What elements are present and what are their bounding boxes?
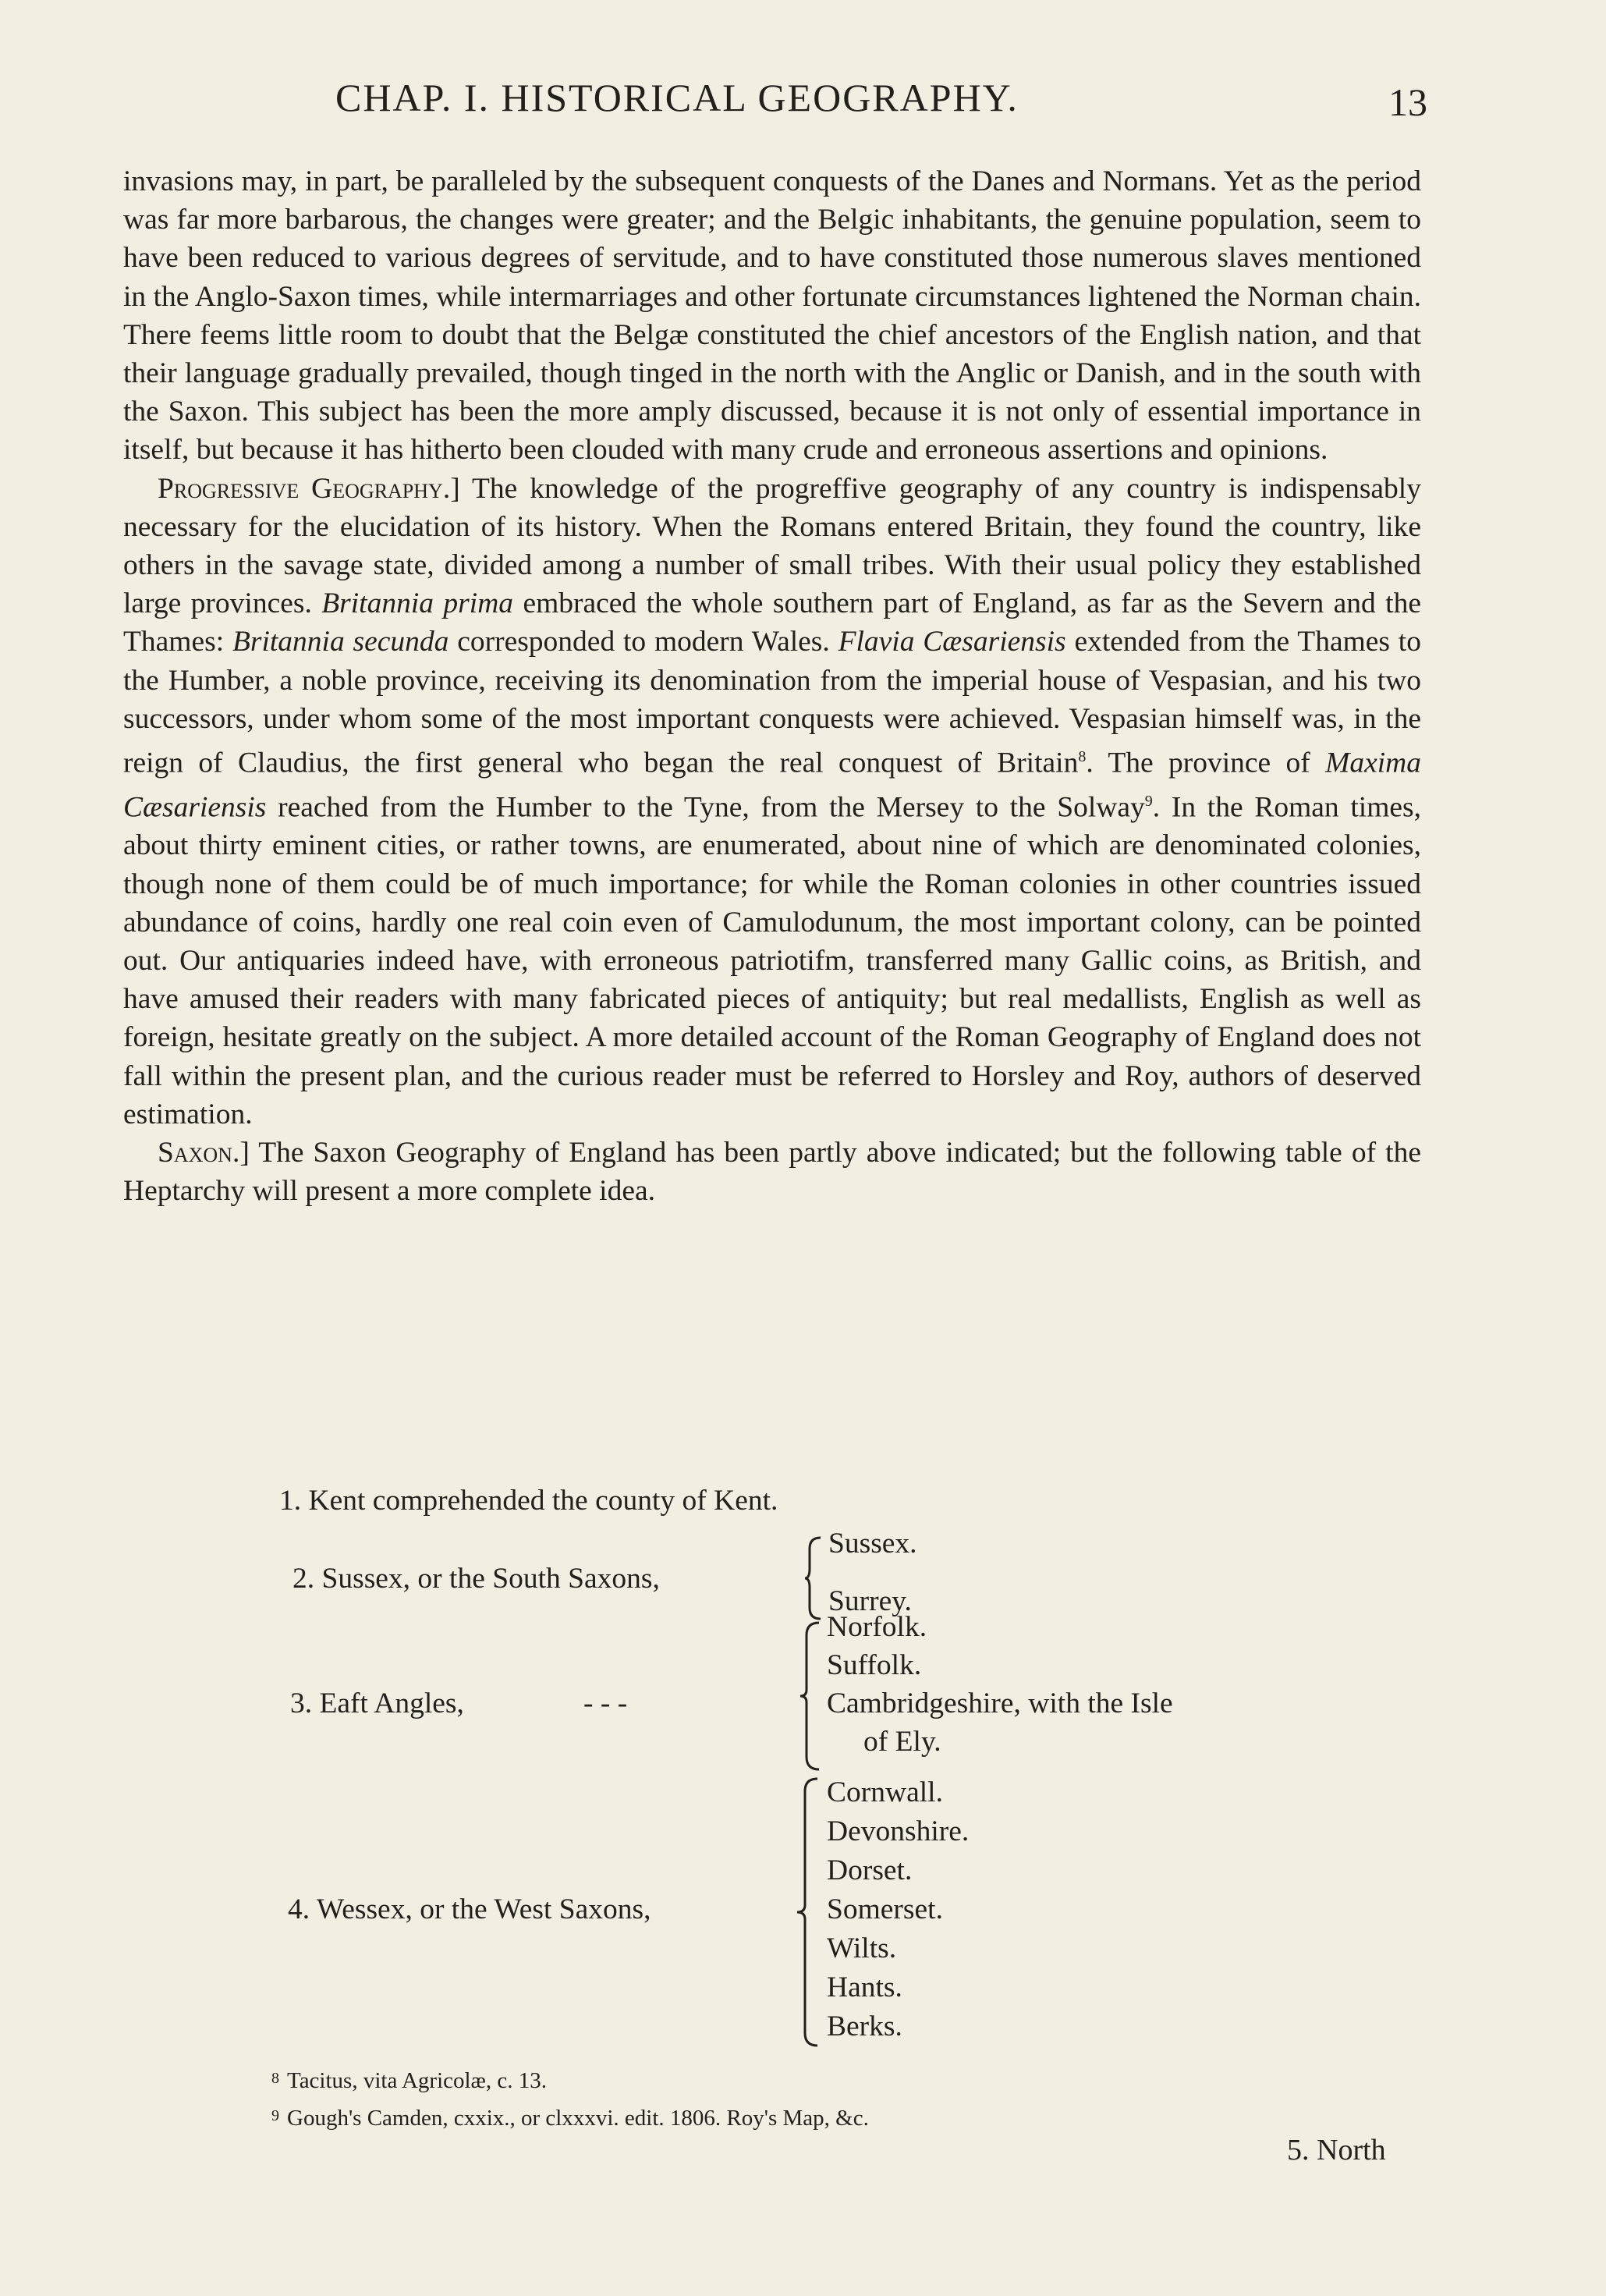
text-run: The knowledge of the progreffive geography of any country is indispensably necessary for the elucidation of its history. When the Romans entered Britain, they found the country, like others in the savage state, divided among a number of small tribes. With their usual policy they established large provinces. — [123, 472, 1421, 620]
body-text — [123, 162, 1421, 1210]
paragraph-saxon — [123, 1134, 1421, 1210]
text-run: extended from the Thames to the Humber, a noble province, receiving its denomination from the imperial house of Vespasian, and his two successors, under whom some of the most important conquests were achieved. Vespasian himself was, in the reign of Claudius, the first general who began the real conquest of Britain — [123, 626, 1421, 779]
county-dorset: Dorset. — [827, 1854, 913, 1886]
heptarchy-item-wessex: 4. Wessex, or the West Saxons, — [288, 1893, 651, 1925]
running-head: CHAP. I. HISTORICAL GEOGRAPHY. — [335, 76, 1019, 119]
italic-flavia-caesariensis: Flavia Cæsariensis — [838, 626, 1066, 658]
paragraph-progressive-geography — [123, 470, 1421, 1134]
county-sussex: Sussex. — [828, 1528, 917, 1560]
footnote-ref-8[interactable]: 8 — [1078, 748, 1087, 766]
county-norfolk: Norfolk. — [827, 1611, 927, 1643]
county-cornwall: Cornwall. — [827, 1776, 943, 1808]
text-run: reached from the Humber to the Tyne, from the Mersey to the Solway — [266, 791, 1145, 824]
footnote-ref-9[interactable]: 9 — [1144, 792, 1153, 810]
text-run: embraced the whole southern part of England, as far as the Severn and the Thames: — [123, 587, 1421, 658]
county-berks: Berks. — [827, 2010, 902, 2042]
catchword: 5. North — [1287, 2134, 1386, 2166]
county-surrey: Surrey. — [828, 1585, 912, 1617]
county-wilts: Wilts. — [827, 1932, 897, 1964]
italic-britannia-prima: Britannia prima — [321, 587, 514, 620]
footnote-mark: 8 — [271, 2070, 279, 2087]
page-number: 13 — [1388, 80, 1427, 124]
text-run: . The province of — [1086, 747, 1326, 779]
paragraph-invasions: invasions may, in part, be paralleled by the subsequent conquests of the Danes and Normans. Yet as the period was far more barbarous, the changes were greater; and the Belgic inhabitants, the genuine population, seem to have been reduced to various degrees of servitude, and to have constituted those numerous slaves mentioned in the Anglo-Saxon times, while intermarriages and other fortunate circumstances lightened the Norman chain. There feems little room to doubt that the Belgæ constituted the chief ancestors of the English nation, and that their language gradually prevailed, though tinged in the north with the Anglic or Danish, and in the south with the Saxon. This subject has been the more amply discussed, because it is not only of essential importance in itself, but because it has hitherto been clouded with many crude and erroneous assertions and opinions. — [123, 165, 1421, 467]
footnote-9 — [271, 2099, 869, 2136]
brace-icon — [803, 1535, 825, 1622]
county-devonshire: Devonshire. — [827, 1815, 970, 1847]
county-cambridgeshire: Cambridgeshire, with the Isle — [827, 1687, 1173, 1719]
footnote-8 — [271, 2061, 869, 2099]
italic-maxima-caesariensis: Maxima Cæsariensis — [123, 747, 1421, 824]
brace-icon — [794, 1776, 822, 2049]
heptarchy-item-sussex: 2. Sussex, or the South Saxons, — [292, 1563, 660, 1595]
page-header — [0, 75, 1606, 130]
text-run: . In the Roman times, about thirty eminent cities, or rather towns, are enumerated, about nine of which are denominated colonies, though none of them could be of much importance; for while the Roman colonies in other countries issued abundance of coins, hardly one real coin even of Camulodunum, the most important colony, can be pointed out. Our antiquaries indeed have, with erroneous patriotifm, transferred many Gallic coins, as British, and have amused their readers with many fabricated pieces of antiquity; but real medallists, English as well as foreign, hesitate greatly on the subject. A more detailed account of the Roman Geography of England does not fall within the present plan, and the curious reader must be referred to Horsley and Roy, authors of deserved estimation. — [123, 791, 1422, 1130]
heptarchy-item-east-angles: 3. Eaft Angles, — [290, 1687, 464, 1719]
brace-icon — [796, 1620, 824, 1773]
footnote-text: Tacitus, vita Agricolæ, c. 13. — [287, 2068, 548, 2093]
county-somerset: Somerset. — [827, 1893, 943, 1925]
footnotes — [271, 2061, 869, 2136]
dash-leader: - - - — [583, 1687, 628, 1719]
section-heading-saxon: Saxon.] — [158, 1137, 250, 1169]
section-heading-progressive: Progressive Geography.] — [158, 472, 460, 505]
italic-britannia-secunda: Britannia secunda — [232, 626, 449, 658]
county-hants: Hants. — [827, 1971, 902, 2003]
heptarchy-item-kent: 1. Kent comprehended the county of Kent. — [279, 1485, 778, 1517]
text-run: corresponded to modern Wales. — [448, 626, 838, 658]
footnote-text: Gough's Camden, cxxix., or clxxxvi. edit. 1806. Roy's Map, &c. — [287, 2106, 869, 2131]
county-ely: of Ely. — [863, 1726, 941, 1758]
footnote-mark: 9 — [271, 2107, 279, 2124]
text-run: The Saxon Geography of England has been partly above indicated; but the following table of the Heptarchy will present a more complete idea. — [123, 1137, 1421, 1208]
county-suffolk: Suffolk. — [827, 1649, 922, 1681]
